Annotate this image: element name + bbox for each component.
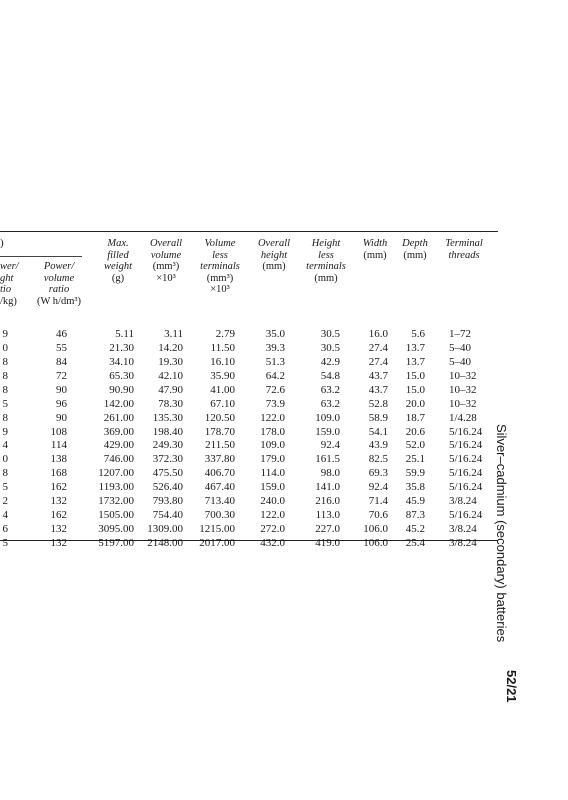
cell-overall-volume: 754.40 (152, 509, 183, 522)
cell-terminal-threads: 3/8.24 (449, 523, 477, 536)
cell-overall-volume: 372.30 (152, 453, 183, 466)
cell-overall-volume: 526.40 (152, 481, 183, 494)
cell-height-less-terminals: 161.5 (315, 453, 340, 466)
cell-depth: 59.9 (405, 467, 425, 480)
cell-height-less-terminals: 159.0 (315, 425, 340, 438)
cell-overall-volume: 249.30 (152, 439, 183, 452)
cell-terminal-threads: 5/16.24 (449, 439, 483, 452)
cell-power-weight: 9 (2, 425, 8, 438)
cell-overall-height: 122.0 (260, 509, 285, 522)
cell-terminal-threads: 5/16.24 (449, 467, 483, 480)
cell-width: 58.9 (368, 411, 388, 424)
cell-depth: 13.7 (405, 341, 425, 354)
cell-volume-less-terminals: 120.50 (204, 411, 235, 424)
cell-volume-less-terminals: 2.79 (215, 328, 235, 340)
cell-volume-less-terminals: 16.10 (210, 355, 235, 368)
cell-power-volume: 162 (50, 481, 67, 494)
cell-overall-height: 72.6 (265, 383, 285, 396)
table-row (0, 369, 498, 383)
table-row (0, 480, 498, 494)
header-terminal-threads: Terminal threads (445, 238, 483, 261)
page-number: 52/21 (504, 670, 519, 703)
table-row (0, 536, 498, 550)
cell-width: 52.8 (368, 397, 388, 410)
cell-width: 70.6 (368, 509, 388, 522)
cell-terminal-threads: 10–32 (449, 369, 477, 382)
cell-max-filled-weight: 142.00 (103, 397, 134, 410)
cell-max-filled-weight: 1193.00 (98, 481, 134, 494)
cell-volume-less-terminals: 1215.00 (199, 523, 235, 536)
cell-max-filled-weight: 65.30 (109, 369, 134, 382)
cell-height-less-terminals: 113.0 (315, 509, 340, 522)
cell-overall-height: 64.2 (265, 369, 285, 382)
cell-height-less-terminals: 109.0 (315, 411, 340, 424)
cell-power-volume: 162 (50, 509, 67, 522)
cell-max-filled-weight: 369.00 (103, 425, 134, 438)
cell-width: 106.0 (363, 536, 388, 549)
table-row (0, 438, 498, 452)
cell-volume-less-terminals: 11.50 (210, 341, 235, 354)
cell-volume-less-terminals: 713.40 (204, 495, 235, 508)
header-overall-height: Overall height (mm) (257, 238, 291, 272)
cell-power-weight: 8 (2, 355, 8, 368)
cell-width: 27.4 (368, 341, 388, 354)
cell-power-weight: 8 (2, 411, 8, 424)
cell-overall-volume: 198.40 (152, 425, 183, 438)
cell-max-filled-weight: 5197.00 (98, 536, 134, 549)
cell-width: 43.7 (368, 383, 388, 396)
header-overall-volume: Overall volume (mm³) ×10³ (149, 238, 183, 284)
cell-terminal-threads: 10–32 (449, 383, 477, 396)
cell-terminal-threads: 5/16.24 (449, 509, 483, 522)
cell-depth: 15.0 (405, 383, 425, 396)
cell-power-volume: 138 (50, 453, 67, 466)
cell-terminal-threads: 3/8.24 (449, 536, 477, 549)
cell-terminal-threads: 3/8.24 (449, 495, 477, 508)
cell-depth: 52.0 (405, 439, 425, 452)
cell-max-filled-weight: 90.90 (109, 383, 134, 396)
cell-overall-height: 272.0 (260, 523, 285, 536)
cell-power-weight: 4 (2, 439, 8, 452)
cell-terminal-threads: 5–40 (449, 355, 471, 368)
header-height-less-terminals: Height less terminals (mm) (306, 238, 346, 284)
cell-terminal-threads: 5/16.24 (449, 425, 483, 438)
group-header-fragment: ) (0, 237, 4, 249)
cell-volume-less-terminals: 700.30 (204, 509, 235, 522)
cell-height-less-terminals: 98.0 (320, 467, 340, 480)
cell-power-weight: 8 (2, 467, 8, 480)
group-header-rule (0, 256, 82, 257)
header-max-filled-weight: Max. filled weight (g) (104, 238, 132, 284)
cell-overall-volume: 78.30 (158, 397, 183, 410)
cell-overall-volume: 475.50 (152, 467, 183, 480)
cell-volume-less-terminals: 178.70 (204, 425, 235, 438)
cell-volume-less-terminals: 67.10 (210, 397, 235, 410)
cell-width: 54.1 (368, 425, 388, 438)
cell-depth: 15.0 (405, 369, 425, 382)
cell-power-volume: 132 (50, 523, 67, 536)
header-volume-less-terminals: Volume less terminals (mm³) ×10³ (200, 238, 240, 295)
cell-power-weight: 0 (2, 341, 8, 354)
cell-power-weight: 8 (2, 369, 8, 382)
cell-terminal-threads: 5–40 (449, 341, 471, 354)
running-head: Silver–cadmium (secondary) batteries (494, 424, 509, 643)
header-power-weight: wer/ ght tio /kg) (0, 261, 19, 307)
cell-volume-less-terminals: 406.70 (204, 467, 235, 480)
cell-power-weight: 5 (2, 481, 8, 494)
cell-width: 43.7 (368, 369, 388, 382)
cell-terminal-threads: 1–72 (449, 328, 471, 340)
cell-depth: 45.2 (405, 523, 425, 536)
cell-overall-height: 109.0 (260, 439, 285, 452)
header-depth: Depth (mm) (402, 238, 428, 261)
cell-overall-height: 114.0 (260, 467, 285, 480)
cell-max-filled-weight: 21.30 (109, 341, 134, 354)
cell-power-volume: 96 (56, 397, 67, 410)
cell-depth: 18.7 (405, 411, 425, 424)
cell-height-less-terminals: 419.0 (315, 536, 340, 549)
cell-height-less-terminals: 30.5 (320, 341, 340, 354)
cell-overall-volume: 42.10 (158, 369, 183, 382)
table-row (0, 397, 498, 411)
cell-depth: 13.7 (405, 355, 425, 368)
cell-overall-height: 240.0 (260, 495, 285, 508)
cell-height-less-terminals: 141.0 (315, 481, 340, 494)
table-top-rule (0, 231, 498, 232)
table-row (0, 341, 498, 355)
cell-volume-less-terminals: 467.40 (204, 481, 235, 494)
cell-depth: 20.6 (405, 425, 425, 438)
cell-depth: 25.4 (405, 536, 425, 549)
cell-power-weight: 9 (2, 328, 8, 340)
cell-power-volume: 72 (56, 369, 67, 382)
cell-overall-volume: 1309.00 (147, 523, 183, 536)
cell-overall-volume: 3.11 (164, 328, 183, 340)
cell-volume-less-terminals: 211.50 (205, 439, 235, 452)
cell-power-volume: 114 (50, 439, 67, 452)
cell-power-weight: 2 (2, 495, 8, 508)
cell-overall-height: 122.0 (260, 411, 285, 424)
cell-width: 106.0 (363, 523, 388, 536)
cell-volume-less-terminals: 41.00 (210, 383, 235, 396)
table-row (0, 383, 498, 397)
cell-terminal-threads: 10–32 (449, 397, 477, 410)
cell-power-volume: 132 (50, 495, 67, 508)
cell-max-filled-weight: 3095.00 (98, 523, 134, 536)
table-row (0, 425, 498, 439)
cell-max-filled-weight: 34.10 (109, 355, 134, 368)
cell-terminal-threads: 1/4.28 (449, 411, 477, 424)
cell-overall-height: 179.0 (260, 453, 285, 466)
cell-depth: 35.8 (405, 481, 425, 494)
table-row (0, 452, 498, 466)
cell-power-volume: 55 (56, 341, 67, 354)
cell-power-weight: 8 (2, 383, 8, 396)
cell-height-less-terminals: 227.0 (315, 523, 340, 536)
cell-power-volume: 46 (56, 328, 67, 340)
cell-width: 16.0 (368, 328, 388, 340)
cell-width: 92.4 (368, 481, 388, 494)
cell-overall-volume: 14.20 (158, 341, 183, 354)
cell-height-less-terminals: 42.9 (320, 355, 340, 368)
cell-power-volume: 168 (50, 467, 67, 480)
cell-power-weight: 5 (2, 397, 8, 410)
cell-terminal-threads: 5/16.24 (449, 453, 483, 466)
cell-overall-volume: 2148.00 (147, 536, 183, 549)
table-row (0, 494, 498, 508)
cell-height-less-terminals: 216.0 (315, 495, 340, 508)
cell-height-less-terminals: 63.2 (320, 397, 340, 410)
cell-height-less-terminals: 63.2 (320, 383, 340, 396)
cell-overall-height: 35.0 (265, 328, 285, 340)
cell-power-weight: 5 (2, 536, 8, 549)
cell-volume-less-terminals: 337.80 (204, 453, 235, 466)
cell-max-filled-weight: 5.11 (115, 328, 134, 340)
cell-width: 43.9 (368, 439, 388, 452)
cell-power-volume: 90 (56, 383, 67, 396)
cell-terminal-threads: 5/16.24 (449, 481, 483, 494)
cell-overall-height: 51.3 (265, 355, 285, 368)
cell-power-weight: 4 (2, 509, 8, 522)
cell-power-weight: 6 (2, 523, 8, 536)
cell-height-less-terminals: 30.5 (320, 328, 340, 340)
cell-power-volume: 84 (56, 355, 67, 368)
cell-overall-volume: 135.30 (152, 411, 183, 424)
cell-max-filled-weight: 1732.00 (98, 495, 134, 508)
cell-overall-height: 178.0 (260, 425, 285, 438)
cell-overall-volume: 793.80 (152, 495, 183, 508)
table-row (0, 466, 498, 480)
table-row (0, 355, 498, 369)
cell-overall-height: 432.0 (260, 536, 285, 549)
cell-width: 27.4 (368, 355, 388, 368)
table-row (0, 522, 498, 536)
cell-overall-height: 39.3 (265, 341, 285, 354)
table-row (0, 327, 498, 341)
cell-depth: 20.0 (405, 397, 425, 410)
cell-overall-volume: 19.30 (158, 355, 183, 368)
cell-overall-volume: 47.90 (158, 383, 183, 396)
cell-power-volume: 90 (56, 411, 67, 424)
cell-depth: 87.3 (405, 509, 425, 522)
cell-max-filled-weight: 429.00 (103, 439, 134, 452)
cell-max-filled-weight: 261.00 (103, 411, 134, 424)
cell-volume-less-terminals: 2017.00 (199, 536, 235, 549)
cell-width: 82.5 (368, 453, 388, 466)
cell-width: 71.4 (368, 495, 388, 508)
cell-width: 69.3 (368, 467, 388, 480)
cell-height-less-terminals: 54.8 (320, 369, 340, 382)
header-power-volume: Power/ volume ratio (W h/dm³) (36, 261, 82, 307)
cell-power-weight: 0 (2, 453, 8, 466)
cell-power-volume: 108 (50, 425, 67, 438)
cell-depth: 5.6 (411, 328, 425, 340)
header-width: Width (mm) (362, 238, 388, 261)
table-row (0, 508, 498, 522)
cell-overall-height: 159.0 (260, 481, 285, 494)
cell-max-filled-weight: 1207.00 (98, 467, 134, 480)
table-row (0, 411, 498, 425)
cell-power-volume: 132 (50, 536, 67, 549)
cell-max-filled-weight: 746.00 (103, 453, 134, 466)
cell-max-filled-weight: 1505.00 (98, 509, 134, 522)
cell-depth: 45.9 (405, 495, 425, 508)
cell-volume-less-terminals: 35.90 (210, 369, 235, 382)
cell-depth: 25.1 (405, 453, 425, 466)
cell-overall-height: 73.9 (265, 397, 285, 410)
cell-height-less-terminals: 92.4 (320, 439, 340, 452)
